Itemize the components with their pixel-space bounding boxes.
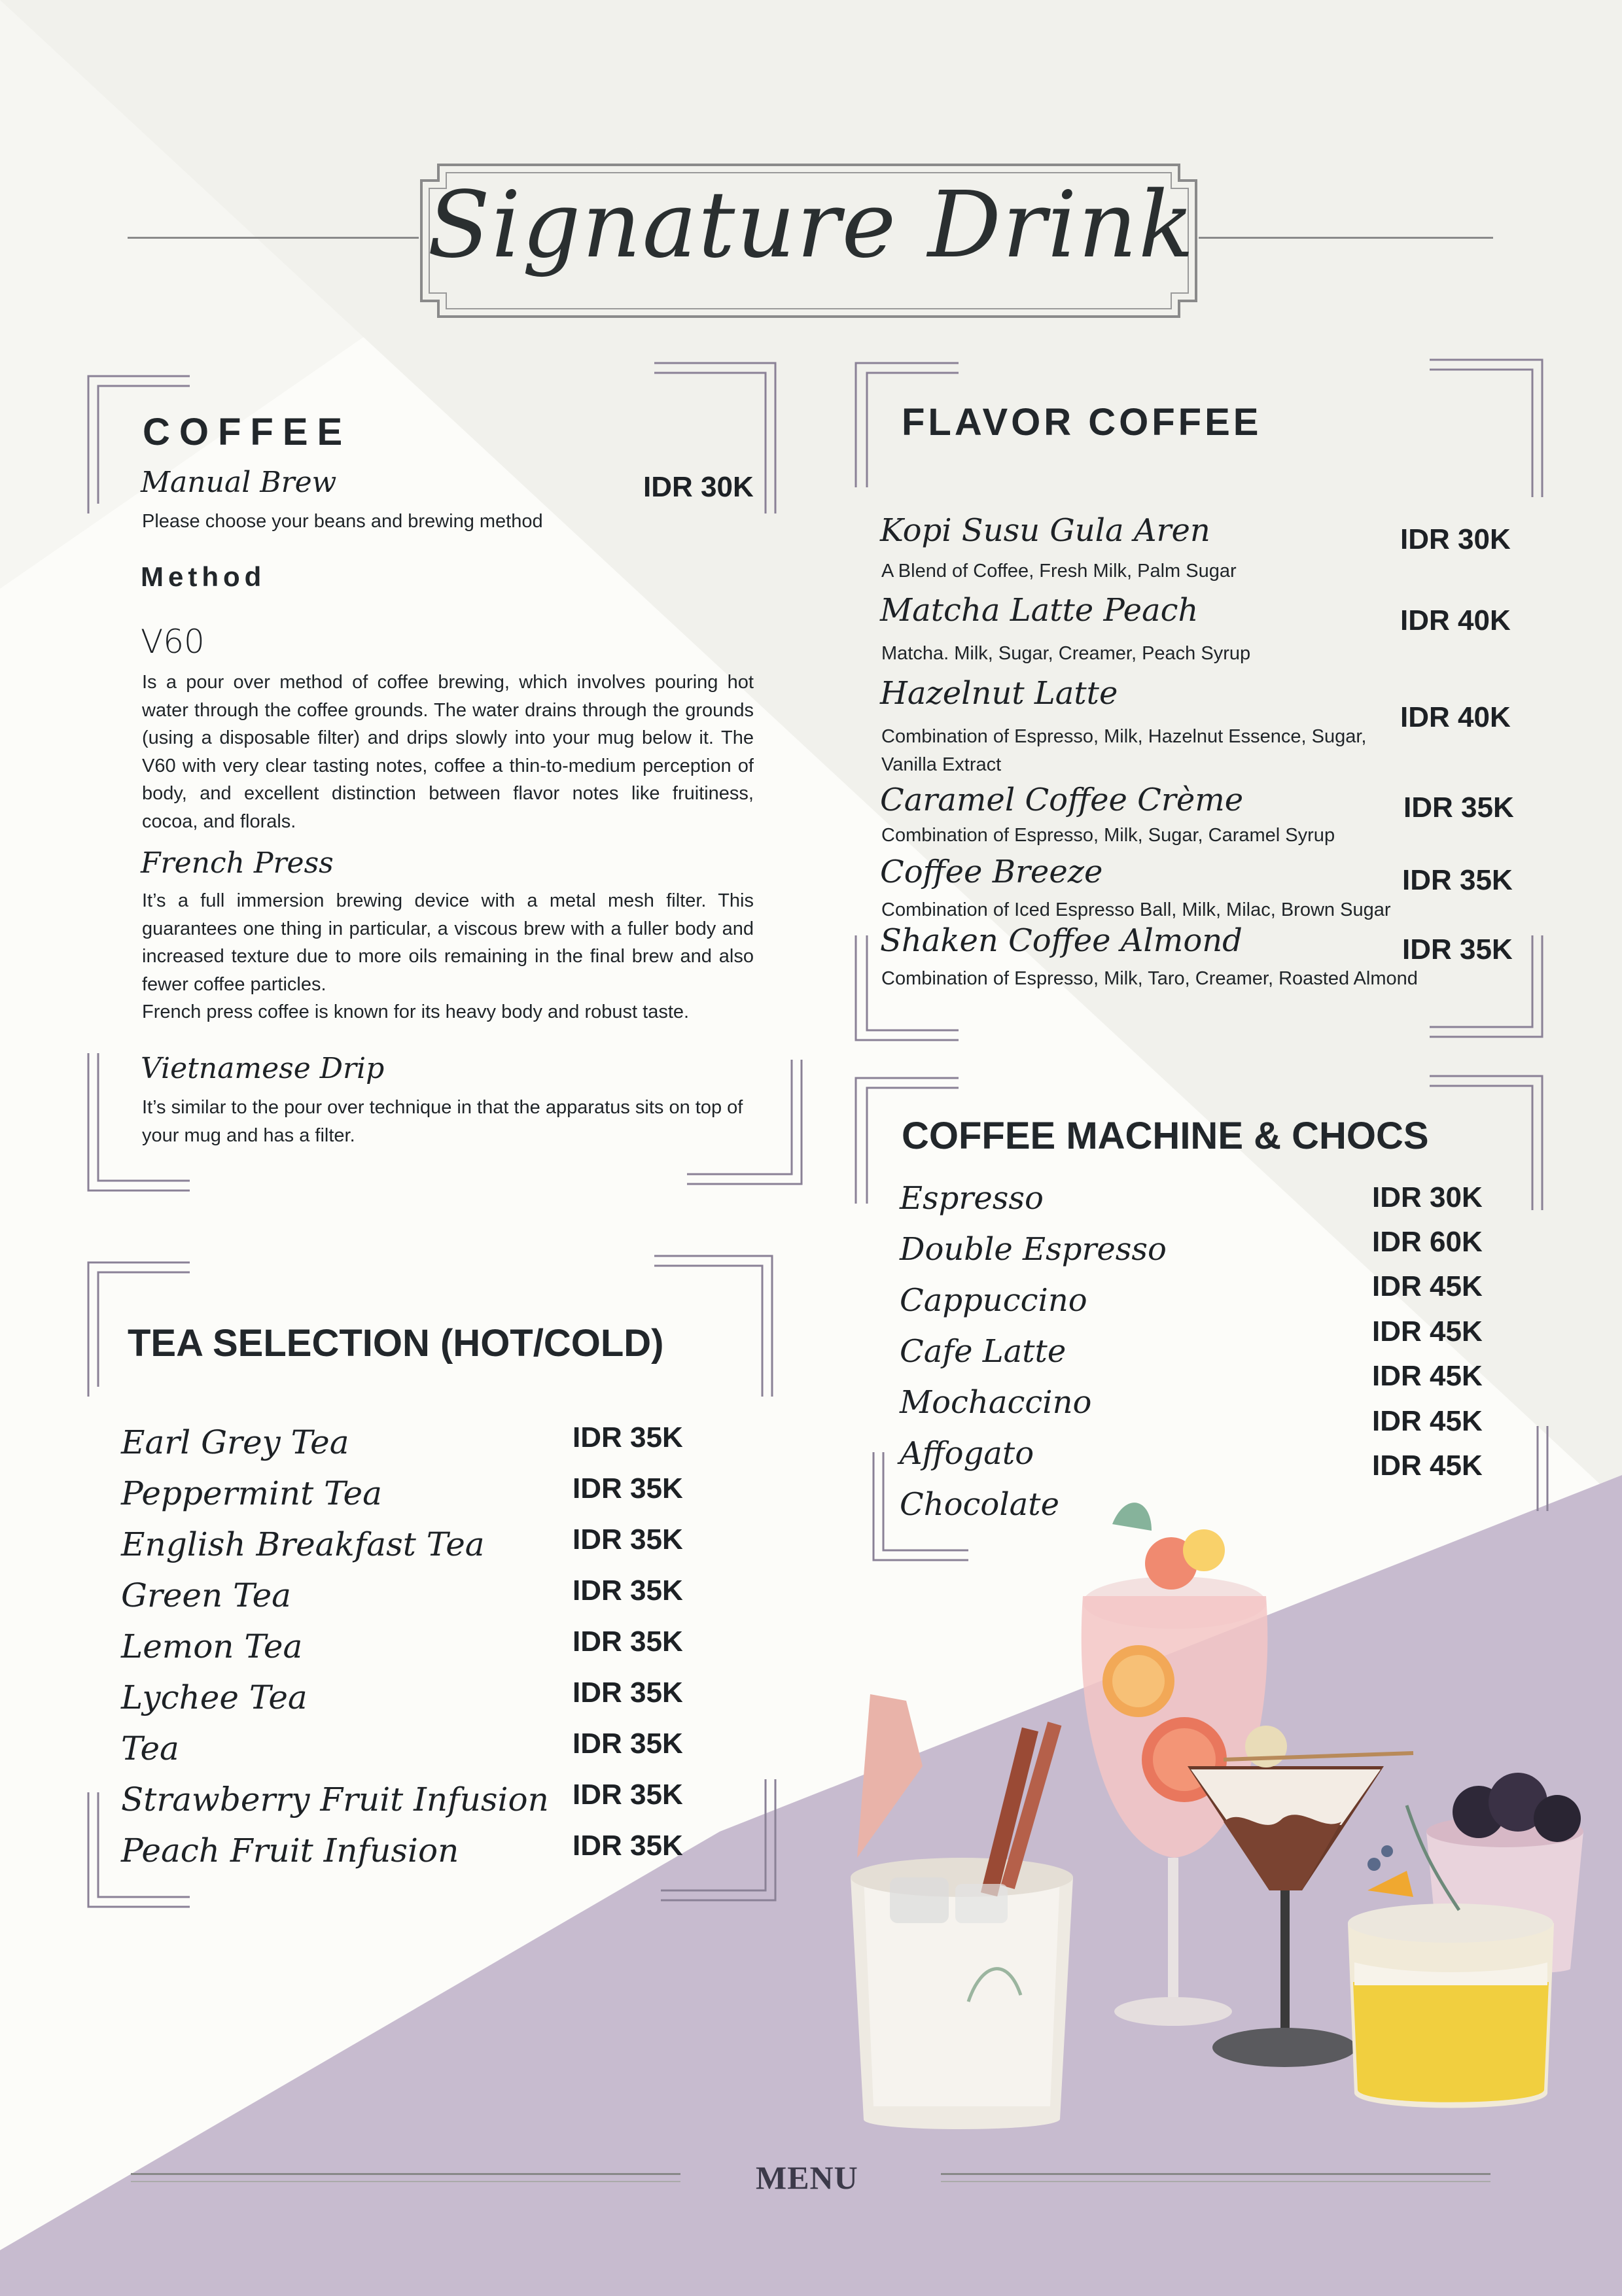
manual-brew-desc: Please choose your beans and brewing method [142, 511, 543, 532]
machine-item-name: Mochaccino [900, 1384, 1092, 1421]
machine-item-name: Double Espresso [900, 1231, 1167, 1268]
method-french-press-name: French Press [141, 846, 334, 880]
flavor-item-desc: Combination of Iced Espresso Ball, Milk, Milac, Brown Sugar [881, 899, 1391, 920]
tea-item-price: IDR 35K [573, 1677, 683, 1709]
footer-rule-right [941, 2173, 1490, 2175]
machine-item-price: IDR 45K [1372, 1315, 1483, 1348]
flavor-item-price: IDR 35K [1403, 791, 1514, 824]
tea-item-name: Tea [121, 1730, 179, 1767]
tea-item-name: English Breakfast Tea [121, 1525, 485, 1563]
flavor-item-price: IDR 35K [1402, 933, 1513, 965]
tea-heading: TEA SELECTION (HOT/COLD) [128, 1322, 664, 1365]
tea-item-name: Peach Fruit Infusion [121, 1832, 459, 1870]
method-v60-desc: Is a pour over method of coffee brewing, which involves pouring hot water through the coffee grounds. The water drains through the grounds (using a disposable filter) and drips slowly into your mug below it. The V60 with very clear tasting notes, coffee a thin-to-medium perception of body, and excellent distinction between flavor notes like fruitiness, cocoa, and florals. [142, 672, 754, 832]
flavor-item-name: Caramel Coffee Crème [880, 782, 1244, 818]
method-heading: Method [141, 561, 266, 592]
machine-item-name: Cafe Latte [900, 1333, 1067, 1370]
machine-item-price: IDR 30K [1372, 1181, 1483, 1213]
method-v60-name: V60 [141, 623, 205, 661]
flavor-item-desc: Combination of Espresso, Milk, Sugar, Caramel Syrup [881, 825, 1335, 846]
tea-item-price: IDR 35K [573, 1779, 683, 1811]
machine-item-name: Affogato [900, 1435, 1034, 1472]
page-title: Signature Drink [427, 172, 1195, 279]
method-vietnamese-drip-name: Vietnamese Drip [141, 1052, 385, 1085]
manual-brew-name: Manual Brew [141, 466, 337, 499]
footer-rule-right-thin [941, 2181, 1490, 2182]
tea-item-price: IDR 35K [573, 1421, 683, 1453]
flavor-item-desc: Matcha. Milk, Sugar, Creamer, Peach Syrup [881, 643, 1251, 664]
machine-item-name: Chocolate [900, 1486, 1059, 1523]
machine-item-price: IDR 45K [1372, 1450, 1483, 1482]
tea-item-name: Earl Grey Tea [121, 1423, 349, 1461]
flavor-heading: FLAVOR COFFEE [902, 401, 1262, 444]
machine-item-price: IDR 45K [1372, 1360, 1483, 1392]
flavor-item-name: Hazelnut Latte [880, 675, 1118, 712]
footer-rule-left [131, 2173, 680, 2175]
flavor-item-desc: A Blend of Coffee, Fresh Milk, Palm Sugar [881, 561, 1237, 582]
tea-item-name: Green Tea [121, 1576, 291, 1614]
method-vietnamese-drip-desc: It’s similar to the pour over technique in that the apparatus sits on top of your mug and has a filter. [142, 1097, 743, 1146]
method-french-press-desc2: French press coffee is known for its heavy body and robust taste. [142, 1001, 690, 1022]
flavor-item-price: IDR 30K [1400, 523, 1511, 555]
flavor-item-price: IDR 40K [1400, 604, 1511, 636]
tea-item-name: Peppermint Tea [121, 1474, 382, 1512]
footer-rule-left-thin [131, 2181, 680, 2182]
method-french-press-desc: It’s a full immersion brewing device with a metal mesh filter. This guarantees one thing in particular, a viscous brew with a fuller body and increased texture due to more oils remaining in the final brew and also fewer coffee particles. [142, 890, 754, 995]
machine-item-price: IDR 60K [1372, 1226, 1483, 1258]
tea-item-name: Lychee Tea [121, 1679, 308, 1716]
tea-item-price: IDR 35K [573, 1728, 683, 1760]
tea-item-price: IDR 35K [573, 1472, 683, 1505]
manual-brew-price: IDR 30K [643, 471, 754, 503]
tea-item-price: IDR 35K [573, 1523, 683, 1556]
machine-item-price: IDR 45K [1372, 1405, 1483, 1437]
tea-item-name: Lemon Tea [121, 1627, 303, 1665]
coffee-heading: COFFEE [143, 411, 352, 453]
machine-heading: COFFEE MACHINE & CHOCS [902, 1115, 1429, 1157]
flavor-item-price: IDR 35K [1402, 864, 1513, 896]
flavor-item-desc: Combination of Espresso, Milk, Hazelnut Essence, Sugar, Vanilla Extract [881, 726, 1367, 775]
tea-item-price: IDR 35K [573, 1830, 683, 1862]
flavor-item-desc: Combination of Espresso, Milk, Taro, Creamer, Roasted Almond [881, 968, 1418, 989]
tea-item-price: IDR 35K [573, 1626, 683, 1658]
machine-item-price: IDR 45K [1372, 1270, 1483, 1302]
tea-item-price: IDR 35K [573, 1574, 683, 1607]
footer-menu-label: MENU [756, 2159, 858, 2196]
flavor-item-name: Shaken Coffee Almond [880, 922, 1243, 959]
tea-item-name: Strawberry Fruit Infusion [121, 1781, 549, 1818]
flavor-item-name: Kopi Susu Gula Aren [880, 512, 1210, 549]
flavor-item-name: Coffee Breeze [880, 854, 1103, 890]
flavor-item-name: Matcha Latte Peach [880, 592, 1199, 629]
flavor-item-price: IDR 40K [1400, 701, 1511, 733]
machine-item-name: Cappuccino [900, 1282, 1087, 1319]
machine-item-name: Espresso [900, 1180, 1044, 1217]
